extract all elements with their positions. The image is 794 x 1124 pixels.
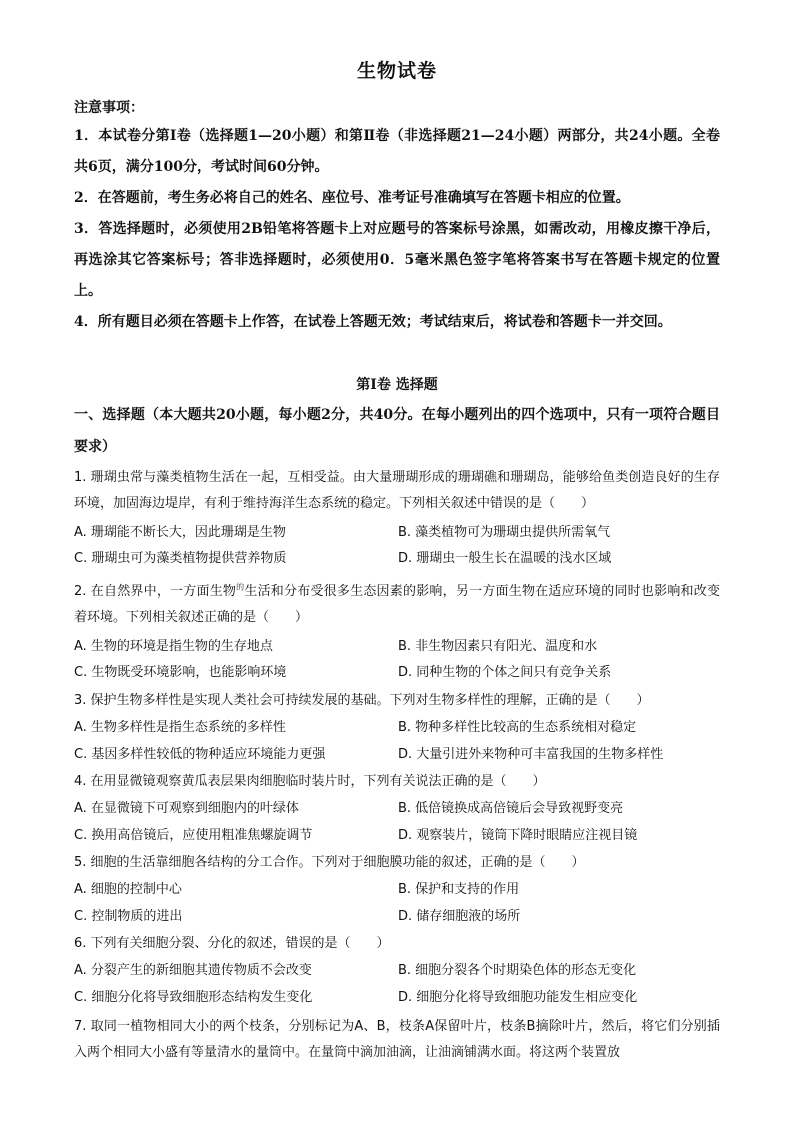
question-2-stem-before: 2. 在自然界中，一方面生物 xyxy=(74,584,237,599)
page-title: 生物试卷 xyxy=(356,60,437,82)
question-5-option-a: A. 细胞的控制中心 xyxy=(74,882,182,897)
notice-heading: 注意事项： xyxy=(74,100,144,116)
question-2-stem-mark: 的 xyxy=(236,582,245,592)
notice-item-3: 3．答选择题时，必须使用2B铅笔将答题卡上对应题号的答案标号涂黑，如需改动，用橡皮擦干净后，再选涂其它答案标号；答非选择题时，必须使用0．5毫米黑色签字笔将答案书写在答题卡规定的位置上。 xyxy=(74,221,720,299)
question-6-option-c: C. 细胞分化将导致细胞形态结构发生变化 xyxy=(74,990,313,1005)
question-1-option-a: A. 珊瑚能不断长大，因此珊瑚是生物 xyxy=(74,525,286,540)
question-3-option-c: C. 基因多样性较低的物种适应环境能力更强 xyxy=(74,747,326,762)
question-3-option-a: A. 生物多样性是指生态系统的多样性 xyxy=(74,720,286,735)
section-title: 第Ⅰ卷 选择题 xyxy=(356,377,438,393)
question-3-stem: 3. 保护生物多样性是实现人类社会可持续发展的基础。下列对生物多样性的理解，正确的是（ ） xyxy=(74,693,650,708)
question-1-option-c: C. 珊瑚虫可为藻类植物提供营养物质 xyxy=(74,551,287,566)
question-2-option-c: C. 生物既受环境影响，也能影响环境 xyxy=(74,665,287,680)
question-2-stem-after: 生活和分布受很多生态因素的影响，另一方面生物在适应环境的同时也影响和改变着环境。下列相关叙述正确的是（ ） xyxy=(74,584,720,625)
question-2-option-d: D. 同种生物的个体之间只有竞争关系 xyxy=(398,665,612,680)
question-1-option-b: B. 藻类植物可为珊瑚虫提供所需氧气 xyxy=(398,525,611,540)
question-5-option-c: C. 控制物质的进出 xyxy=(74,909,183,924)
question-7-stem: 7. 取同一植物相同大小的两个枝条，分别标记为A、B，枝条A保留叶片，枝条B摘除叶片，然后，将它们分别插入两个相同大小盛有等量清水的量筒中。在量筒中滴加油滴，让油滴铺满水面。将这两个装置放 xyxy=(74,1019,720,1060)
question-2-option-b: B. 非生物因素只有阳光、温度和水 xyxy=(398,639,598,654)
question-5-option-d: D. 储存细胞液的场所 xyxy=(398,909,521,924)
question-4-stem: 4. 在用显微镜观察黄瓜表层果肉细胞临时装片时，下列有关说法正确的是（ ） xyxy=(74,774,546,789)
question-2-option-a: A. 生物的环境是指生物的生存地点 xyxy=(74,639,273,654)
question-6-option-d: D. 细胞分化将导致细胞功能发生相应变化 xyxy=(398,990,638,1005)
question-4-option-d: D. 观察装片，镜筒下降时眼睛应注视目镜 xyxy=(398,828,638,843)
question-5-stem: 5. 细胞的生活靠细胞各结构的分工合作。下列对于细胞膜功能的叙述，正确的是（ ） xyxy=(74,855,585,870)
question-1-stem: 1. 珊瑚虫常与藻类植物生活在一起，互相受益。由大量珊瑚形成的珊瑚礁和珊瑚岛，能够给鱼类创造良好的生存环境，加固海边堤岸，有利于维持海洋生态系统的稳定。下列相关叙述中错误的是（ ） xyxy=(74,470,720,511)
question-6-option-b: B. 细胞分裂各个时期染色体的形态无变化 xyxy=(398,963,637,978)
question-4-option-a: A. 在显微镜下可观察到细胞内的叶绿体 xyxy=(74,801,299,816)
section-heading: 一、选择题（本大题共20小题，每小题2分，共40分。在每小题列出的四个选项中，只有一项符合题目要求） xyxy=(74,407,720,455)
notice-item-1: 1．本试卷分第Ⅰ卷（选择题1—20小题）和第Ⅱ卷（非选择题21—24小题）两部分，共24小题。全卷共6页，满分100分，考试时间60分钟。 xyxy=(74,128,720,175)
question-4-option-c: C. 换用高倍镜后，应使用粗准焦螺旋调节 xyxy=(74,828,313,843)
question-2-stem xyxy=(74,579,720,631)
question-3-option-d: D. 大量引进外来物种可丰富我国的生物多样性 xyxy=(398,747,664,762)
question-3-option-b: B. 物种多样性比较高的生态系统相对稳定 xyxy=(398,720,637,735)
question-4-option-b: B. 低倍镜换成高倍镜后会导致视野变亮 xyxy=(398,801,624,816)
question-6-stem: 6. 下列有关细胞分裂、分化的叙述，错误的是（ ） xyxy=(74,936,390,951)
question-6-option-a: A. 分裂产生的新细胞其遗传物质不会改变 xyxy=(74,963,312,978)
question-5-option-b: B. 保护和支持的作用 xyxy=(398,882,520,897)
notice-item-4: 4．所有题目必须在答题卡上作答，在试卷上答题无效；考试结束后，将试卷和答题卡一并交回。 xyxy=(74,314,672,330)
question-1-option-d: D. 珊瑚虫一般生长在温暖的浅水区域 xyxy=(398,551,612,566)
notice-item-2: 2．在答题前，考生务必将自己的姓名、座位号、准考证号准确填写在答题卡相应的位置。 xyxy=(74,190,630,206)
